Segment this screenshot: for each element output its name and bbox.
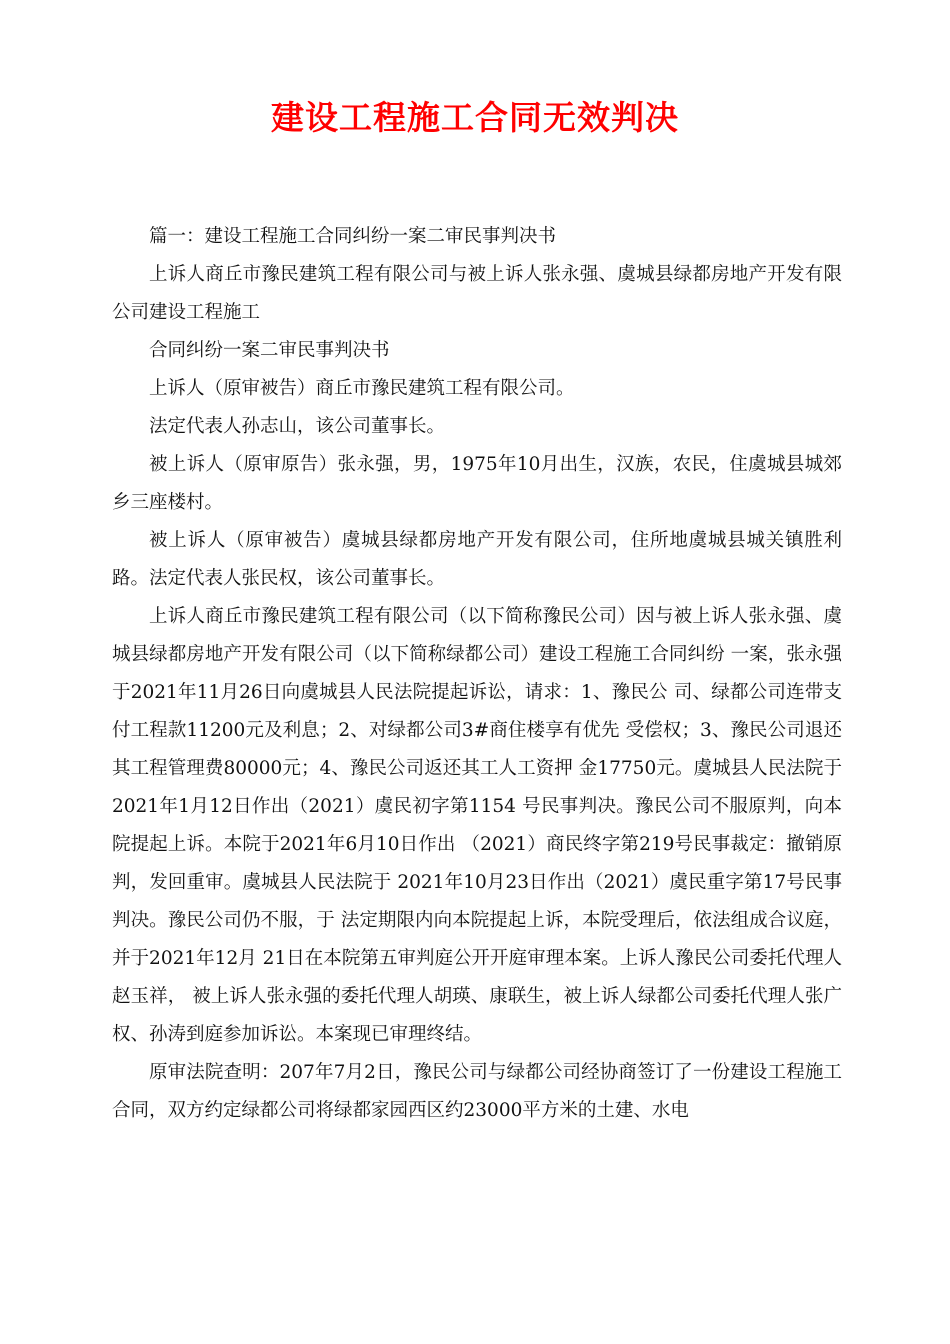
- paragraph-case-history: 上诉人商丘市豫民建筑工程有限公司（以下简称豫民公司）因与被上诉人张永强、虞城县绿都房地产开发有限公司（以下简称绿都公司）建设工程施工合同纠纷 一案，张永强于2021年11月26日向虞城县人民法院提起诉讼，请求：1、豫民公 司、绿都公司连带支付工程款11200元及利息；2、对绿都公司3#商住楼享有优先 受偿权；3、豫民公司退还其工程管理费80000元；4、豫民公司返还其工人工资押 金17750元。虞城县人民法院于2021年1月12日作出（2021）虞民初字第1154 号民事判决。豫民公司不服原判，向本院提起上诉。本院于2021年6月10日作出 （2021）商民终字第219号民事裁定：撤销原判，发回重审。虞城县人民法院于 2021年10月23日作出（2021）虞民重字第17号民事判决。豫民公司仍不服，于 法定期限内向本院提起上诉，本院受理后，依法组成合议庭，并于2021年12月 21日在本院第五审判庭公开开庭审理本案。上诉人豫民公司委托代理人赵玉祥， 被上诉人张永强的委托代理人胡瑛、康联生，被上诉人绿都公司委托代理人张广 权、孙涛到庭参加诉讼。本案现已审理终结。: [112, 606, 842, 1045]
- paragraph-legal-rep: 法定代表人孙志山，该公司董事长。: [149, 416, 446, 437]
- paragraph-appellee-1: 被上诉人（原审原告）张永强，男，1975年10月出生，汉族，农民，住虞城县城郊乡三座楼村。: [112, 454, 842, 513]
- document-body: [112, 218, 842, 1130]
- paragraph-findings: 原审法院查明：207年7月2日，豫民公司与绿都公司经协商签订了一份建设工程施工合同，双方约定绿都公司将绿都家园西区约23000平方米的土建、水电: [112, 1062, 842, 1121]
- paragraph-case-title-cont: 合同纠纷一案二审民事判决书: [149, 340, 390, 361]
- paragraph-heading: 篇一：建设工程施工合同纠纷一案二审民事判决书: [149, 226, 557, 247]
- document-title: 建设工程施工合同无效判决: [271, 98, 679, 137]
- paragraph-appellant: 上诉人（原审被告）商丘市豫民建筑工程有限公司。: [149, 378, 575, 399]
- paragraph-appellee-2: 被上诉人（原审被告）虞城县绿都房地产开发有限公司，住所地虞城县城关镇胜利路。法定代表人张民权，该公司董事长。: [112, 530, 842, 589]
- paragraph-case-title: 上诉人商丘市豫民建筑工程有限公司与被上诉人张永强、虞城县绿都房地产开发有限公司建设工程施工: [112, 264, 842, 323]
